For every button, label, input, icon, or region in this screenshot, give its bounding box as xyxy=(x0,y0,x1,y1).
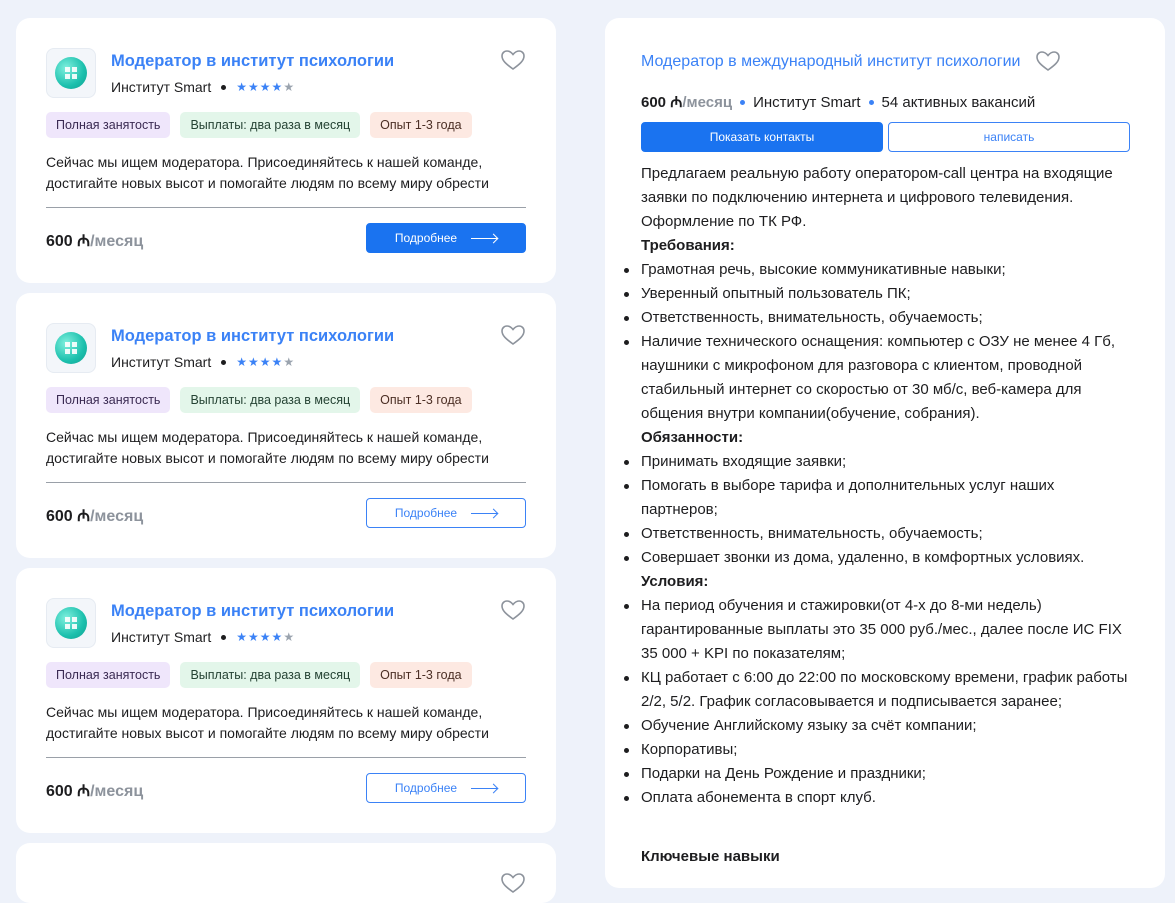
vacancy-card[interactable] xyxy=(16,568,556,833)
arrow-right-icon xyxy=(471,513,497,514)
detail-section-list xyxy=(641,594,1131,810)
more-button-label: Подробнее xyxy=(394,506,458,520)
separator-dot xyxy=(740,100,745,105)
vacancy-tag: Опыт 1-3 года xyxy=(370,112,471,138)
detail-list-item: Оплата абонемента в спорт клуб. xyxy=(641,786,1131,810)
star-icon: ★ xyxy=(271,80,283,94)
heart-icon[interactable] xyxy=(500,598,526,622)
detail-list-item: Грамотная речь, высокие коммуникативные навыки; xyxy=(641,258,1131,282)
detail-description xyxy=(641,162,1131,810)
company-logo-icon xyxy=(46,48,96,98)
vacancy-tag: Выплаты: два раза в месяц xyxy=(180,112,360,138)
vacancy-card[interactable] xyxy=(16,293,556,558)
star-icon: ★ xyxy=(236,630,248,644)
price-period: /месяц xyxy=(90,783,144,800)
detail-list-item: Уверенный опытный пользователь ПК; xyxy=(641,282,1131,306)
vacancy-detail-panel xyxy=(605,18,1165,888)
vacancy-tag: Полная занятость xyxy=(46,387,170,413)
more-button[interactable] xyxy=(366,223,526,253)
detail-list-item: На период обучения и стажировки(от 4-х до 8-ми недель) гарантированные выплаты это 35 000 руб./мес., далее после ИС FIX 35 000 + KPI по показателям; xyxy=(641,594,1131,666)
vacancy-tags xyxy=(46,662,472,688)
more-button[interactable] xyxy=(366,773,526,803)
vacancy-description: Сейчас мы ищем модератора. Присоединяйтесь к нашей команде, достигайте новых высот и помогайте людям по всему миру обрести xyxy=(46,429,489,466)
detail-section-heading: Обязанности: xyxy=(641,429,744,446)
detail-meta xyxy=(641,92,1035,112)
star-icon: ★ xyxy=(271,630,283,644)
price-value: 600 ₼ xyxy=(46,508,91,525)
star-icon: ★ xyxy=(283,630,295,644)
detail-list-item: КЦ работает с 6:00 до 22:00 по московскому времени, график работы 2/2, 5/2. График согласовывается и подписывается заранее; xyxy=(641,666,1131,714)
vacancy-price xyxy=(46,779,143,801)
write-button[interactable]: написать xyxy=(888,122,1130,152)
detail-list-item: Принимать входящие заявки; xyxy=(641,450,1131,474)
detail-list-item: Ответственность, внимательность, обучаемость; xyxy=(641,522,1131,546)
star-icon: ★ xyxy=(248,80,259,94)
detail-list-item: Обучение Английскому языку за счёт компании; xyxy=(641,714,1131,738)
star-icon: ★ xyxy=(236,355,248,369)
detail-list-item: Корпоративы; xyxy=(641,738,1131,762)
detail-price-period: /месяц xyxy=(682,93,733,111)
star-icon: ★ xyxy=(248,630,259,644)
vacancy-tags xyxy=(46,112,472,138)
vacancy-title[interactable]: Модератор в институт психологии xyxy=(111,602,395,620)
divider xyxy=(46,757,526,758)
star-icon: ★ xyxy=(248,355,259,369)
star-icon: ★ xyxy=(283,80,295,94)
vacancy-tag: Выплаты: два раза в месяц xyxy=(180,662,360,688)
star-icon: ★ xyxy=(259,80,271,94)
vacancy-description: Сейчас мы ищем модератора. Присоединяйтесь к нашей команде, достигайте новых высот и помогайте людям по всему миру обрести xyxy=(46,704,489,741)
vacancy-tag: Опыт 1-3 года xyxy=(370,387,471,413)
vacancy-title[interactable]: Модератор в институт психологии xyxy=(111,52,395,70)
more-button-label: Подробнее xyxy=(394,781,458,795)
separator-dot xyxy=(869,100,874,105)
detail-section-list xyxy=(641,450,1131,570)
vacancy-card-partial[interactable] xyxy=(16,843,556,903)
detail-company[interactable]: Институт Smart xyxy=(753,93,861,111)
heart-icon[interactable] xyxy=(1035,49,1061,73)
detail-list-item: Подарки на День Рождение и праздники; xyxy=(641,762,1131,786)
more-button[interactable] xyxy=(366,498,526,528)
show-contacts-button[interactable]: Показать контакты xyxy=(641,122,883,152)
detail-vacancies-count[interactable]: 54 активных вакансий xyxy=(881,93,1036,111)
company-name[interactable]: Институт Smart xyxy=(111,354,212,370)
separator-dot xyxy=(221,635,226,640)
detail-title[interactable]: Модератор в международный институт психологии xyxy=(641,53,1021,70)
vacancy-meta xyxy=(111,629,294,645)
rating-stars xyxy=(236,355,294,369)
detail-section-list xyxy=(641,258,1131,426)
vacancy-meta xyxy=(111,354,294,370)
detail-list-item: Наличие технического оснащения: компьютер с ОЗУ не менее 4 Гб, наушники с микрофоном для разговора с клиентом, проводной стабильный интернет со скоростью от 30 мб/с, веб-камера для общения внутри компании(обучение, собрания). xyxy=(641,330,1131,426)
vacancy-tag: Полная занятость xyxy=(46,112,170,138)
vacancy-tag: Опыт 1-3 года xyxy=(370,662,471,688)
company-name[interactable]: Институт Smart xyxy=(111,79,212,95)
detail-section-heading: Условия: xyxy=(641,573,709,590)
vacancy-tag: Полная занятость xyxy=(46,662,170,688)
price-value: 600 ₼ xyxy=(46,233,91,250)
detail-list-item: Ответственность, внимательность, обучаемость; xyxy=(641,306,1131,330)
divider xyxy=(46,482,526,483)
vacancy-meta xyxy=(111,79,294,95)
vacancy-price xyxy=(46,504,143,526)
vacancy-description: Сейчас мы ищем модератора. Присоединяйтесь к нашей команде, достигайте новых высот и помогайте людям по всему миру обрести xyxy=(46,154,489,191)
detail-list-item: Помогать в выборе тарифа и дополнительных услуг наших партнеров; xyxy=(641,474,1131,522)
star-icon: ★ xyxy=(236,80,248,94)
arrow-right-icon xyxy=(471,238,497,239)
star-icon: ★ xyxy=(259,355,271,369)
heart-icon[interactable] xyxy=(500,48,526,72)
vacancy-card[interactable] xyxy=(16,18,556,283)
detail-section-heading: Требования: xyxy=(641,237,735,254)
heart-icon[interactable] xyxy=(500,323,526,347)
vacancy-title[interactable]: Модератор в институт психологии xyxy=(111,327,395,345)
star-icon: ★ xyxy=(259,630,271,644)
star-icon: ★ xyxy=(271,355,283,369)
detail-list-item: Совершает звонки из дома, удаленно, в комфортных условиях. xyxy=(641,546,1131,570)
price-period: /месяц xyxy=(90,508,144,525)
divider xyxy=(46,207,526,208)
vacancy-tags xyxy=(46,387,472,413)
rating-stars xyxy=(236,80,294,94)
separator-dot xyxy=(221,360,226,365)
detail-intro: Предлагаем реальную работу оператором-call центра на входящие заявки по подключению интернета и цифрового телевидения. Оформление по ТК РФ. xyxy=(641,165,1113,230)
detail-price: 600 ₼ xyxy=(641,94,683,111)
price-period: /месяц xyxy=(90,233,144,250)
vacancy-price xyxy=(46,229,143,251)
company-logo-icon xyxy=(46,598,96,648)
more-button-label: Подробнее xyxy=(394,231,458,245)
company-name[interactable]: Институт Smart xyxy=(111,629,212,645)
company-logo-icon xyxy=(46,323,96,373)
vacancy-tag: Выплаты: два раза в месяц xyxy=(180,387,360,413)
star-icon: ★ xyxy=(283,355,295,369)
separator-dot xyxy=(221,85,226,90)
skills-heading: Ключевые навыки xyxy=(641,848,780,865)
arrow-right-icon xyxy=(471,788,497,789)
rating-stars xyxy=(236,630,294,644)
price-value: 600 ₼ xyxy=(46,783,91,800)
